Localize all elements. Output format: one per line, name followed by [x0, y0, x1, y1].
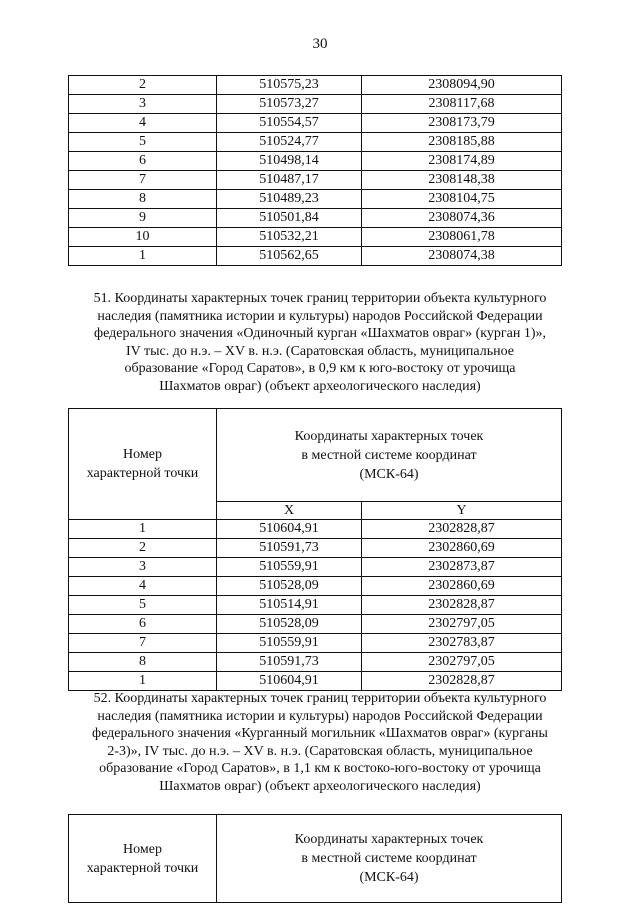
table-row	[69, 190, 562, 209]
point-number-cell: 2	[69, 76, 217, 95]
table-row	[69, 577, 562, 596]
point-number-cell: 6	[69, 152, 217, 171]
table-body	[69, 520, 562, 691]
title-line: федерального значения «Одиночный курган «Шахматов овраг» (курган 1)»,	[94, 326, 546, 342]
y-coordinate-cell: 2308061,78	[362, 228, 562, 247]
title-line: наследия (памятника истории и культуры) народов Российской Федерации	[97, 708, 543, 724]
point-number-cell: 8	[69, 653, 217, 672]
x-coordinate-cell: 510559,91	[217, 634, 362, 653]
x-coordinate-cell: 510591,73	[217, 653, 362, 672]
x-coordinate-cell: 510498,14	[217, 152, 362, 171]
x-coordinate-cell: 510554,57	[217, 114, 362, 133]
y-coordinate-cell: 2302828,87	[362, 596, 562, 615]
header-coordinates	[217, 815, 562, 903]
x-coordinate-cell: 510573,27	[217, 95, 362, 114]
header-line: (МСК-64)	[359, 870, 419, 885]
point-number-cell: 7	[69, 171, 217, 190]
point-number-cell: 9	[69, 209, 217, 228]
title-line: Шахматов овраг) (объект археологического наследия)	[159, 378, 481, 394]
point-number-cell: 7	[69, 634, 217, 653]
x-coordinate-cell: 510591,73	[217, 539, 362, 558]
table-row	[69, 171, 562, 190]
x-coordinate-cell: 510489,23	[217, 190, 362, 209]
table-row	[69, 228, 562, 247]
x-coordinate-cell: 510514,91	[217, 596, 362, 615]
page-number: 30	[312, 36, 328, 52]
y-coordinate-cell: 2308148,38	[362, 171, 562, 190]
point-number-cell: 4	[69, 114, 217, 133]
header-line: Номер	[123, 841, 162, 857]
y-coordinate-cell: 2308173,79	[362, 114, 562, 133]
title-line: 52. Координаты характерных точек границ территории объекта культурного	[93, 691, 547, 706]
point-number-cell: 3	[69, 95, 217, 114]
x-coordinate-cell: 510524,77	[217, 133, 362, 152]
table-row	[69, 152, 562, 171]
table-row	[69, 247, 562, 266]
table-row	[69, 672, 562, 691]
coordinates-table-51	[68, 408, 562, 691]
x-coordinate-cell: 510604,91	[217, 520, 362, 539]
header-line: в местной системе координат	[301, 851, 477, 866]
table-row	[69, 596, 562, 615]
header-point-number	[69, 409, 217, 520]
table-row	[69, 615, 562, 634]
point-number-cell: 1	[69, 247, 217, 266]
title-line: 2-3)», IV тыс. до н.э. – XV в. н.э. (Саратовская область, муниципальное	[107, 743, 533, 759]
title-line: 51. Координаты характерных точек границ территории объекта культурного	[93, 291, 547, 306]
x-coordinate-cell: 510604,91	[217, 672, 362, 691]
y-coordinate-cell: 2308174,89	[362, 152, 562, 171]
header-y: Y	[362, 502, 562, 520]
title-line: федерального значения «Курганный могильник «Шахматов овраг» (курганы	[92, 726, 548, 742]
point-number-cell: 5	[69, 133, 217, 152]
y-coordinate-cell: 2308074,36	[362, 209, 562, 228]
point-number-cell: 3	[69, 558, 217, 577]
table-row	[69, 209, 562, 228]
x-coordinate-cell: 510532,21	[217, 228, 362, 247]
y-coordinate-cell: 2308094,90	[362, 76, 562, 95]
y-coordinate-cell: 2302797,05	[362, 653, 562, 672]
table-row	[69, 653, 562, 672]
table-row	[69, 95, 562, 114]
title-line: образование «Город Саратов», в 0,9 км к юго-востоку от урочища	[124, 361, 516, 377]
y-coordinate-cell: 2308185,88	[362, 133, 562, 152]
table-row	[69, 133, 562, 152]
header-line: Координаты характерных точек	[294, 428, 484, 444]
table-body	[69, 76, 562, 266]
table-row	[69, 76, 562, 95]
y-coordinate-cell: 2308117,68	[362, 95, 562, 114]
y-coordinate-cell: 2302860,69	[362, 577, 562, 596]
point-number-cell: 8	[69, 190, 217, 209]
y-coordinate-cell: 2302860,69	[362, 539, 562, 558]
point-number-cell: 6	[69, 615, 217, 634]
header-x: X	[217, 502, 362, 520]
table-row	[69, 634, 562, 653]
y-coordinate-cell: 2302797,05	[362, 615, 562, 634]
table-row	[69, 114, 562, 133]
title-line: IV тыс. до н.э. – XV в. н.э. (Саратовская область, муниципальное	[125, 343, 515, 359]
table-row	[69, 520, 562, 539]
coordinates-table-52	[68, 814, 562, 903]
x-coordinate-cell: 510501,84	[217, 209, 362, 228]
y-coordinate-cell: 2302828,87	[362, 672, 562, 691]
header-line: Номер	[123, 447, 162, 462]
point-number-cell: 5	[69, 596, 217, 615]
point-number-cell: 2	[69, 539, 217, 558]
x-coordinate-cell: 510528,09	[217, 577, 362, 596]
header-line: Координаты характерных точек	[294, 832, 484, 847]
section-52-title	[60, 690, 580, 796]
coordinates-table-continued	[68, 75, 562, 266]
x-coordinate-cell: 510562,65	[217, 247, 362, 266]
x-coordinate-cell: 510575,23	[217, 76, 362, 95]
title-line: наследия (памятника истории и культуры) народов Российской Федерации	[97, 308, 543, 324]
y-coordinate-cell: 2302828,87	[362, 520, 562, 539]
y-coordinate-cell: 2308074,38	[362, 247, 562, 266]
title-line: Шахматов овраг) (объект археологического наследия)	[159, 778, 481, 794]
header-line: в местной системе координат	[301, 447, 477, 463]
x-coordinate-cell: 510559,91	[217, 558, 362, 577]
header-line: (МСК-64)	[359, 466, 419, 482]
point-number-cell: 1	[69, 672, 217, 691]
x-coordinate-cell: 510487,17	[217, 171, 362, 190]
header-line: характерной точки	[86, 860, 199, 876]
y-coordinate-cell: 2302783,87	[362, 634, 562, 653]
y-coordinate-cell: 2308104,75	[362, 190, 562, 209]
point-number-cell: 10	[69, 228, 217, 247]
header-coordinates	[217, 409, 562, 502]
point-number-cell: 1	[69, 520, 217, 539]
header-line: характерной точки	[86, 466, 199, 481]
title-line: образование «Город Саратов», в 1,1 км к востоко-юго-востоку от урочища	[99, 761, 541, 777]
y-coordinate-cell: 2302873,87	[362, 558, 562, 577]
section-51-title	[60, 290, 580, 396]
point-number-cell: 4	[69, 577, 217, 596]
table-row	[69, 539, 562, 558]
table-row	[69, 558, 562, 577]
header-point-number	[69, 815, 217, 903]
x-coordinate-cell: 510528,09	[217, 615, 362, 634]
